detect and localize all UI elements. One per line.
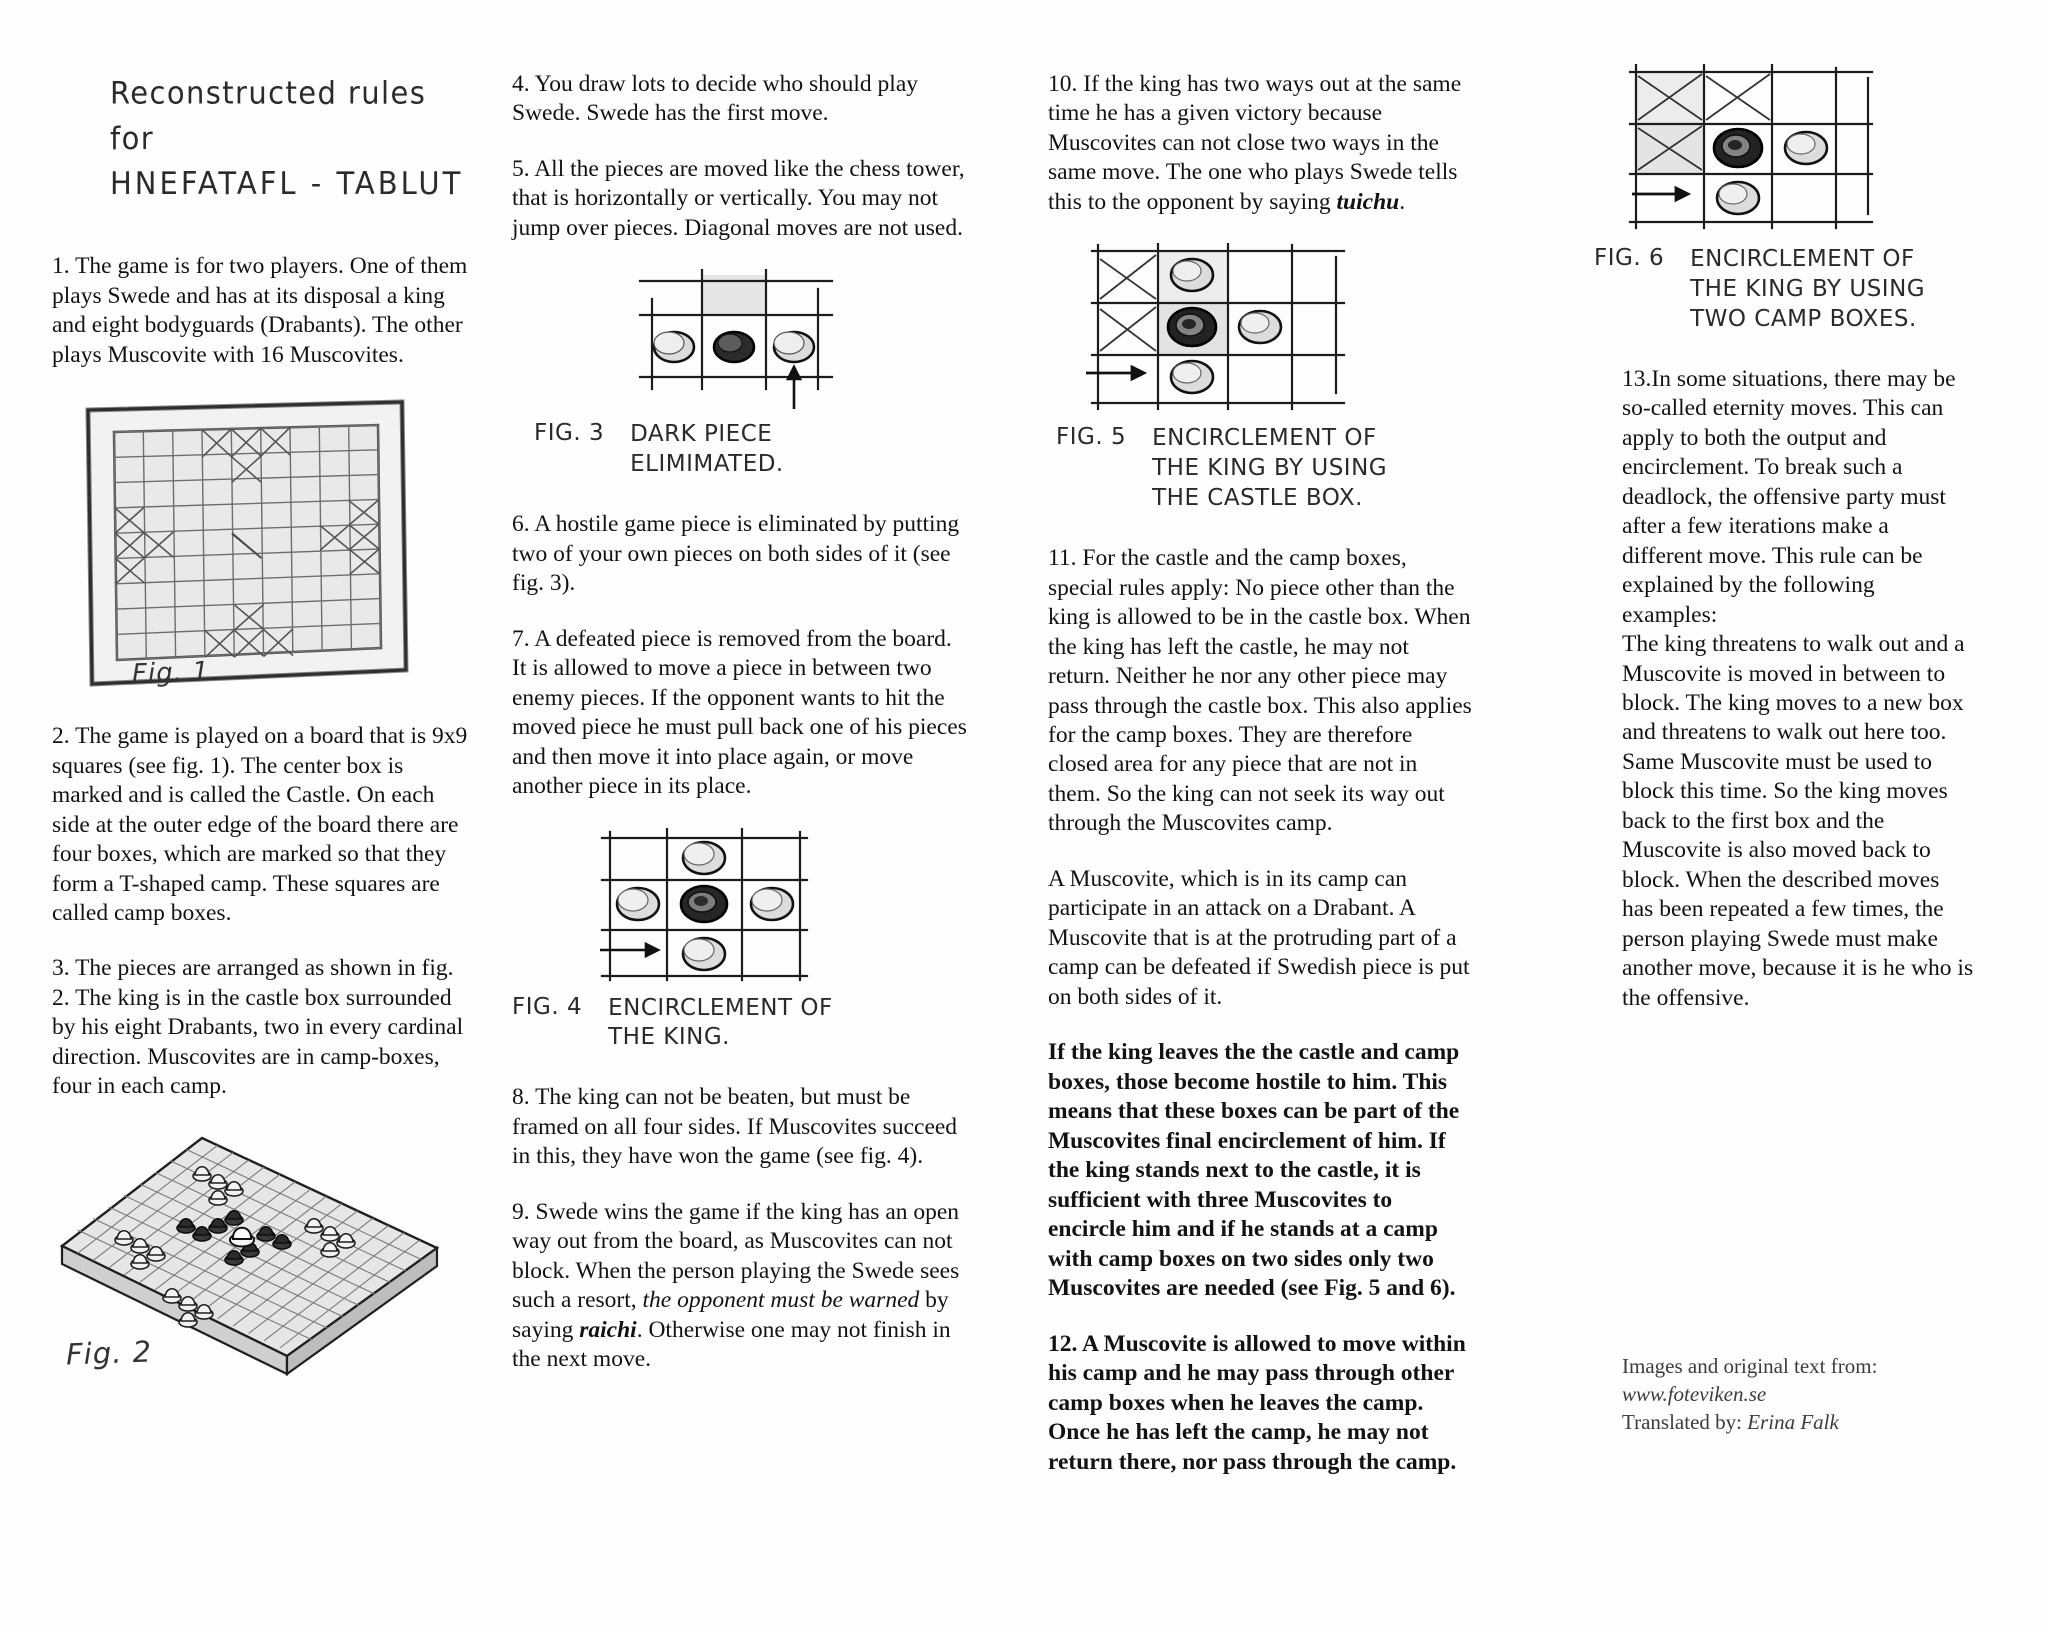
rule-10: [1048, 70, 1474, 217]
rule-10-part-b: .: [1399, 188, 1406, 215]
credits: [1622, 1353, 1974, 1436]
rule-12: 12. A Muscovite is allowed to move within his camp and he may pass through other camp boxes when he leaves the camp. Once he has left the camp, he may not return there, nor pass through the camp.: [1048, 1330, 1466, 1475]
figure-6-svg: [1622, 64, 1952, 239]
rule-9: [512, 1198, 972, 1375]
figure-5: [1084, 243, 1474, 418]
rule-1: 1. The game is for two players. One of them plays Swede and has at its disposal a king and eight bodyguards (Drabants). The other plays Muscovite with 16 Muscovites.: [52, 253, 468, 368]
figure-6-caption-line-3: TWO CAMP BOXES.: [1690, 305, 1917, 332]
rule-13: 13.In some situations, there may be so-called eternity moves. This can apply to both the output and encirclement. To break such a deadlock, the offensive party must after a few iterations make a different move. This rule can be explained by the following examples:: [1622, 365, 1956, 628]
figure-5-caption-line-2: THE KING BY USING: [1152, 455, 1388, 482]
figure-3-number: FIG. 3: [534, 420, 605, 447]
figure-4-caption-line-2: THE KING.: [608, 1024, 730, 1051]
rule-9-part-a: 9. Swede wins the game if the king has an open way out from the board, as Muscovites can not block. When the person playing the Swede sees such a resort,: [512, 1198, 960, 1314]
figure-6-caption-line-2: THE KING BY USING: [1690, 275, 1926, 302]
figure-1-board: [80, 396, 410, 696]
paragraph-muscovite-camp: A Muscovite, which is in its camp can participate in an attack on a Drabant. A Muscovite that is at the protruding part of a camp can be defeated if Swedish piece is put on both sides of it.: [1048, 865, 1470, 1010]
credit-source-url: www.foteviken.se: [1622, 1382, 1767, 1407]
rule-7: 7. A defeated piece is removed from the board. It is allowed to move a piece in between two enemy pieces. If the opponent wants to hit the moved piece he must pull back one of his pieces and then move it into place again, or move another piece in its place.: [512, 625, 967, 800]
figure-6-caption: [1594, 245, 1974, 335]
title-line-1: Reconstructed rules for: [110, 74, 427, 157]
rule-9-part-c: . Otherwise one may not finish in the next move.: [512, 1316, 951, 1373]
figure-3-caption-line-2: ELIMIMATED.: [630, 451, 784, 478]
rule-13-example: The king threatens to walk out and a Muscovite is moved in between to block. The king moves to a new box and threatens to walk out here too. Same Muscovite must be used to block this time. So the king moves back to the first box and the Muscovite is also moved back to block. When the described moves has been repeated a few times, the person playing Swede must make another move, because it is he who is the offensive.: [1622, 631, 1974, 1011]
figure-5-caption-line-3: THE CASTLE BOX.: [1152, 485, 1363, 512]
rule-9-part-b: by saying: [512, 1287, 949, 1343]
rule-3: 3. The pieces are arranged as shown in fig. 2. The king is in the castle box surrounded by his eight Drabants, two in every cardinal direction. Muscovites are in camp-boxes, four in each camp.: [52, 955, 464, 1100]
figure-1-label: Fig. 1: [131, 656, 211, 690]
figure-4-caption: [512, 994, 972, 1054]
rule-10-part-a: 10. If the king has two ways out at the same time he has a given victory because Muscovites can not close two ways in the same move. The one who plays Swede tells this to the opponent by saying: [1048, 71, 1462, 215]
column-1: [0, 0, 500, 1393]
figure-4-caption-line-1: ENCIRCLEMENT OF: [608, 994, 833, 1021]
figure-5-caption: [1056, 424, 1474, 514]
figure-4: [592, 828, 972, 988]
page-title: [110, 70, 472, 206]
figure-4-svg: [592, 828, 872, 988]
rule-11: 11. For the castle and the camp boxes, special rules apply: No piece other than the king is allowed to be in the castle box. When the king has left the castle, he may not return. Neither he nor any other piece may pass through the castle box. This also applies for the camp boxes. They are therefore closed area for any piece that are not in them. So the king can not seek its way out through the Muscovites camp.: [1048, 545, 1472, 837]
credit-translator-line: [1622, 1409, 1974, 1437]
credit-prefix: Images and original text from:: [1622, 1354, 1878, 1379]
rule-10-term-tuichu: tuichu: [1336, 188, 1400, 215]
rule-4: 4. You draw lots to decide who should play Swede. Swede has the first move.: [512, 71, 919, 127]
credit-source-line: [1622, 1353, 1974, 1408]
title-line-2: HNEFATAFL - TABLUT: [110, 165, 464, 202]
rule-8: 8. The king can not be beaten, but must be framed on all four sides. If Muscovites succeed in this, they have won the game (see fig. 4).: [512, 1084, 958, 1170]
column-2: [500, 0, 1000, 1401]
credit-translator-prefix: Translated by:: [1622, 1409, 1748, 1434]
figure-5-caption-line-1: ENCIRCLEMENT OF: [1152, 425, 1377, 452]
figure-3-caption-line-1: DARK PIECE: [630, 421, 773, 448]
rule-6: 6. A hostile game piece is eliminated by putting two of your own pieces on both sides of it (see fig. 3).: [512, 511, 960, 597]
figure-3-caption: [534, 420, 972, 480]
figure-6: [1622, 64, 1974, 239]
column-3: [1000, 0, 1500, 1503]
figure-3-svg: [622, 269, 892, 414]
paragraph-king-leaves: If the king leaves the the castle and camp boxes, those become hostile to him. This means that these boxes can be part of the Muscovites final encirclement of him. If the king stands next to the castle, it is sufficient with three Muscovites to encircle him and if he stands at a camp with camp boxes on two sides only two Muscovites are needed (see Fig. 5 and 6).: [1048, 1039, 1460, 1302]
figure-2-label: Fig. 2: [65, 1334, 153, 1372]
figure-6-number: FIG. 6: [1594, 245, 1665, 271]
figure-5-number: FIG. 5: [1056, 424, 1127, 451]
column-4: [1500, 0, 2048, 1436]
rule-9-term-raichi: raichi: [579, 1316, 637, 1343]
rule-2: 2. The game is played on a board that is 9x9 squares (see fig. 1). The center box is marked and is called the Castle. On each side at the outer edge of the board there are four boxes, which are marked so that they form a T-shaped camp. These squares are called camp boxes.: [52, 723, 468, 926]
credit-translator-name: Erina Falk: [1747, 1409, 1839, 1434]
rule-5: 5. All the pieces are moved like the chess tower, that is horizontally or vertically. You may not jump over pieces. Diagonal moves are not used.: [512, 155, 965, 241]
figure-6-caption-line-1: ENCIRCLEMENT OF: [1690, 246, 1915, 272]
figure-2-board: [52, 1128, 452, 1393]
figure-1-svg: [80, 396, 410, 696]
figure-4-number: FIG. 4: [512, 993, 583, 1020]
figure-5-svg: [1084, 243, 1404, 418]
rule-9-italic: the opponent must be warned: [642, 1287, 920, 1314]
figure-3: [622, 269, 972, 414]
